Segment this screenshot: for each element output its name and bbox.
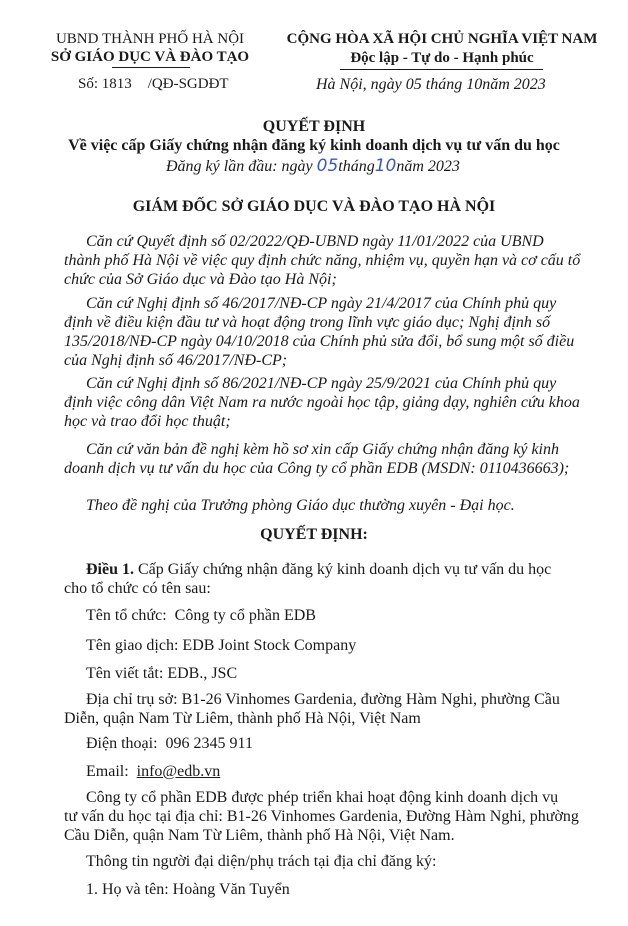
email-link[interactable]: info@edb.vn — [136, 763, 221, 780]
document-number: Số: 1813 /QĐ-SGDĐT — [78, 76, 229, 92]
motto-underline — [340, 69, 543, 70]
handwritten-day: 05 — [316, 156, 339, 176]
org-email: Email: info@edb.vn — [86, 763, 221, 780]
org-trade-name: Tên giao dịch: EDB Joint Stock Company — [86, 637, 357, 654]
issuer-underline — [112, 67, 190, 68]
issuer-department: SỞ GIÁO DỤC VÀ ĐÀO TẠO — [50, 49, 250, 65]
org-abbreviation: Tên viết tắt: EDB., JSC — [86, 665, 238, 682]
basis-1: Căn cứ Quyết định số 02/2022/QĐ-UBND ngày 11/01/2022 của UBND thành phố Hà Nội về việc quy định chức năng, nhiệm vụ, quyền hạn và cơ cấu tổ chức của Sở Giáo dục và Đào tạo Hà Nội; — [64, 233, 581, 288]
basis-3: Căn cứ Nghị định số 86/2021/NĐ-CP ngày 25/9/2021 của Chính phủ quy định việc công dân Việt Nam ra nước ngoài học tập, giảng dạy, nghiên cứu khoa học và trao đổi học thuật; — [64, 375, 580, 430]
article-1: Điều 1. Cấp Giấy chứng nhận đăng ký kinh doanh dịch vụ tư vấn du học cho tổ chức có tên sau: — [64, 561, 552, 597]
permit-paragraph: Công ty cổ phần EDB được phép triển khai hoạt động kinh doanh dịch vụ tư vấn du học tại địa chỉ: B1-26 Vinhomes Gardenia, Đường Hàm Nghi, phường Cầu Diễn, quận Nam Từ Liêm, thành phố Hà Nội, Việt Nam. — [64, 789, 579, 844]
national-motto: Độc lập - Tự do - Hạnh phúc — [350, 50, 534, 66]
basis-2: Căn cứ Nghị định số 46/2017/NĐ-CP ngày 21/4/2017 của Chính phủ quy định về điều kiện đầu tư và hoạt động trong lĩnh vực giáo dục; Nghị định số 135/2018/NĐ-CP ngày 04/10/2018 của Chính phủ sửa đổi, bổ sung một số điều của Nghị định số 46/2017/NĐ-CP; — [64, 295, 575, 369]
decision-heading: QUYẾT ĐỊNH: — [260, 526, 368, 543]
national-title: CỘNG HÒA XÃ HỘI CHỦ NGHĨA VIỆT NAM — [286, 31, 598, 47]
basis-5: Theo đề nghị của Trưởng phòng Giáo dục thường xuyên - Đại học. — [86, 497, 515, 514]
org-address: Địa chỉ trụ sở: B1-26 Vinhomes Gardenia, đường Hàm Nghi, phường Cầu Diễn, quận Nam Từ Liêm, thành phố Hà Nội, Việt Nam — [64, 691, 560, 727]
authority-heading: GIÁM ĐỐC SỞ GIÁO DỤC VÀ ĐÀO TẠO HÀ NỘI — [132, 198, 496, 215]
issue-date: Hà Nội, ngày 05 tháng 10năm 2023 — [316, 76, 546, 93]
representative-info: Thông tin người đại diện/phụ trách tại địa chỉ đăng ký: — [86, 853, 437, 870]
representative-name: 1. Họ và tên: Hoàng Văn Tuyển — [86, 881, 290, 898]
issuer-city: UBND THÀNH PHỐ HÀ NỘI — [55, 31, 245, 47]
decision-subject: Về việc cấp Giấy chứng nhận đăng ký kinh doanh dịch vụ tư vấn du học — [68, 137, 560, 154]
registration-date: Đăng ký lần đầu: ngày 05tháng10năm 2023 — [166, 156, 460, 176]
decision-title: QUYẾT ĐỊNH — [262, 118, 366, 135]
basis-4: Căn cứ văn bản đề nghị kèm hồ sơ xin cấp Giấy chứng nhận đăng ký kinh doanh dịch vụ tư vấn du học của Công ty cổ phần EDB (MSDN: 0110436663); — [64, 441, 570, 477]
org-name: Tên tổ chức: Công ty cổ phần EDB — [86, 607, 316, 624]
handwritten-month: 10 — [374, 156, 397, 176]
org-phone: Điện thoại: 096 2345 911 — [86, 735, 253, 752]
